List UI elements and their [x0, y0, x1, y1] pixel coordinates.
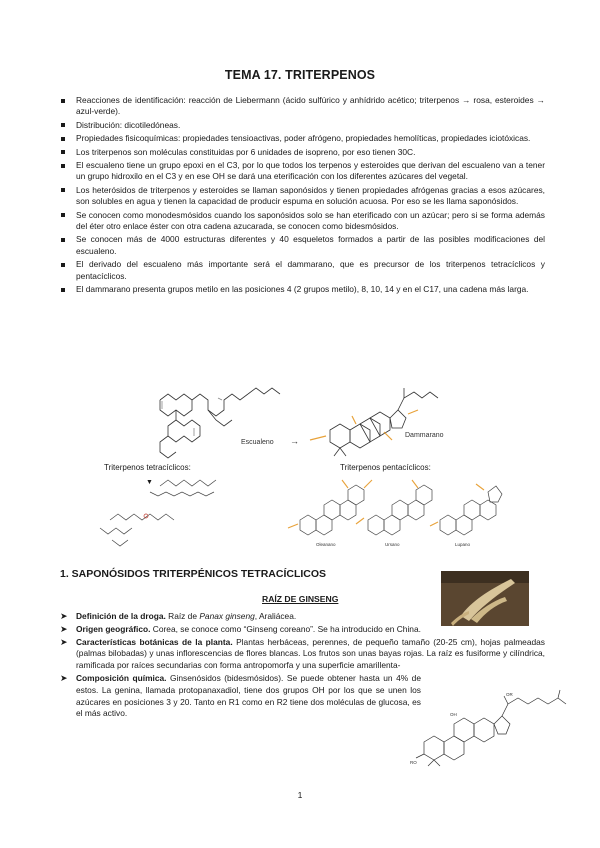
bullet-methyls: El dammarano presenta grupos metilo en las posiciones 4 (2 grupos metilo), 8, 10, 14 y en el C17, una cadena más larga.	[60, 284, 545, 295]
tetracyclic-label: Triterpenos tetracíclicos:	[104, 463, 191, 472]
item-chemical-composition: ➤ Composición química. Ginsenósidos (bidesmósidos). Se puede obtener hasta un 4% de estos. La genina, llamada protopanaxadiol, tiene dos grupos OH por los que se unen los azúcares en posiciones 3 y 20. Tanto en R1 como en R2 tiene dos moléculas de glucosa, es el más activo.	[60, 673, 421, 720]
bullet-structures: Se conocen más de 4000 estructuras diferentes y 40 esqueletos formados a partir de las posibles modificaciones del escualeno.	[60, 234, 545, 257]
lupane-label: Lupano	[455, 542, 471, 547]
ursane-label: Ursano	[385, 542, 400, 547]
svg-text:▼: ▼	[146, 479, 153, 486]
dammarane-label: Dammarano	[405, 432, 444, 439]
page-title: TEMA 17. TRITERPENOS	[224, 68, 376, 82]
item-geographic-origin: ➤ Origen geográfico. Corea, se conoce como “Ginseng coreano”. Se ha introducido en China.	[60, 624, 545, 636]
pentacyclic-structures	[300, 485, 502, 535]
bullet-properties: Propiedades fisicoquímicas: propiedades tensioactivas, poder afrógeno, propiedades hemolíticas, propiedades iciotóxicas.	[60, 133, 545, 144]
item-label: Definición de la droga.	[76, 611, 166, 621]
svg-text:OR: OR	[506, 692, 513, 697]
item-label: Características botánicas de la planta.	[76, 636, 233, 647]
bullet-distribution: Distribución: dicotiledóneas.	[60, 120, 545, 131]
dammarane-structure	[330, 388, 438, 456]
ursane-structure	[368, 485, 432, 535]
item-label: Origen geográfico.	[76, 623, 151, 634]
bullet-desmosides: Se conocen como monodesmósidos cuando los saponósidos solo se han eterificado con un azúcar; pero si se forma además del éter otro enlace éster con otra cadena azucarada, se conocen como bidesmósidos.	[60, 210, 545, 233]
tetracyclic-structure	[100, 480, 216, 546]
item-botanical-features: ➤ Características botánicas de la planta. Plantas herbáceas, perennes, de pequeño tamaño (20-25 cm), hojas palmeadas (palmas bilobadas) y unas inflorescencias de flores blancas. Los frutos son unas bayas rojas. La raíz es fusiforme y cilíndrica, ramificada por raíces secundarias con forma antropomorfa y una superficie amarillenta-	[60, 637, 545, 672]
page-number: 1	[297, 790, 303, 800]
species-name: Panax ginseng	[199, 611, 255, 621]
pentacyclic-arrows	[288, 480, 484, 528]
bullet-saponosides: Los heterósidos de triterpenos y esteroides se llaman saponósidos y tienen propiedades afrógenas gracias a esos azúcares, son solubles en agua y tienen la capacidad de producir espuma en solución acuosa. Por eso se les llama saponósidos.	[60, 185, 545, 208]
dammarane-methyl-arrows	[310, 410, 418, 440]
svg-text:RO: RO	[410, 760, 417, 765]
bullet-isoprene: Los triterpenos son moléculas constituidas por 6 unidades de isopreno, por eso tienen 30C.	[60, 147, 545, 158]
bullet-identification: Reacciones de identificación: reacción de Liebermann (ácido sulfúrico y anhídrido acético; triterpenos → rosa, esteroides → azul-verde).	[60, 95, 545, 118]
bullet-dammarane: El derivado del escualeno más importante será el dammarano, que es precursor de los triterpenos tetracíclicos y pentacíclicos.	[60, 259, 545, 282]
svg-text:OH: OH	[450, 712, 457, 717]
subsection-heading: RAÍZ DE GINSENG	[262, 594, 339, 604]
bullet-squalene: El escualeno tiene un grupo epoxi en el C3, por lo que todos los terpenos y esteroides que derivan del escualeno van a tener un grupo hidroxilo en el C3 y en ese OH se dará una eterificación con los diferentes azúcares del vegetal.	[60, 160, 545, 183]
squalene-structure	[160, 388, 280, 458]
section-heading: 1. SAPONÓSIDOS TRITERPÉNICOS TETRACÍCLICOS	[60, 568, 327, 580]
item-label: Composición química.	[76, 672, 167, 683]
lupane-structure	[440, 486, 502, 535]
protopanaxadiol-structure	[410, 688, 580, 770]
oleanane-label: Oleanano	[316, 542, 336, 547]
pentacyclic-label: Triterpenos pentacíclicos:	[340, 463, 431, 472]
oleanane-structure	[300, 485, 364, 535]
item-drug-definition: ➤ Definición de la droga. Raíz de Panax ginseng, Araliácea.	[60, 611, 545, 623]
reaction-arrow: →	[290, 436, 299, 446]
squalene-label: Escualeno	[241, 439, 274, 446]
